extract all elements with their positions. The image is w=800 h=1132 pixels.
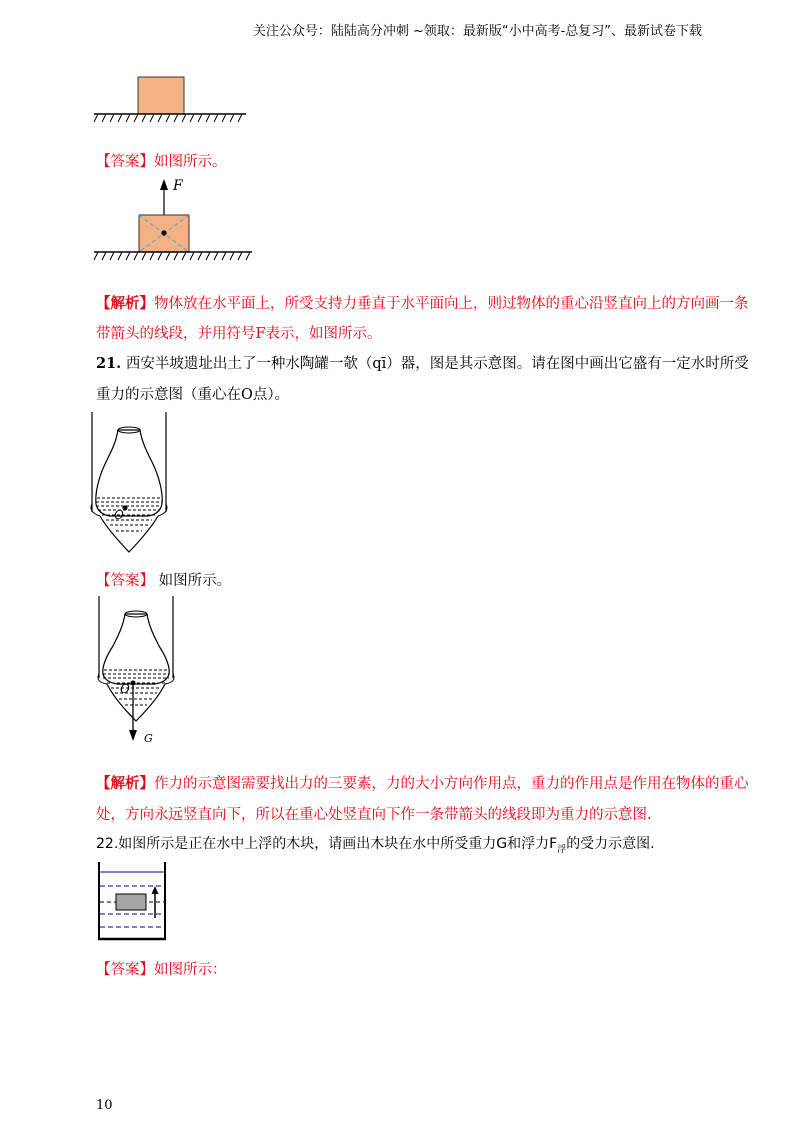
vessel-figure	[88, 412, 178, 557]
analysis-label: 【解析】	[96, 295, 154, 312]
force-f-label: F	[173, 178, 183, 194]
page-header: 关注公众号：陆陆高分冲刺 ~领取：最新版“小中高考-总复习”、最新试卷下载	[252, 24, 702, 39]
question-text-1a: 22.如图所示是正在水中上浮的木块，请画出木块在水中所受重力G和浮力F	[96, 836, 558, 852]
o-point-label: O	[114, 508, 124, 522]
gravity-g-label: G	[144, 732, 153, 745]
analysis-text-2: 处，方向永远竖直向下，所以在重心处竖直向下作一条带箭头的线段即为重力的示意图.	[96, 807, 652, 823]
answer-text: 如图所示。	[154, 154, 227, 170]
block-on-ground-figure	[94, 76, 254, 126]
answer-text: 如图所示：	[154, 962, 227, 978]
vessel-gravity-figure	[95, 596, 205, 746]
float-subscript: 浮	[557, 844, 567, 855]
question-text-2: 重力的示意图（重心在O点）。	[96, 387, 290, 403]
answer-label: 【答案】	[96, 573, 154, 589]
floating-block-figure	[97, 862, 177, 942]
page-number: 10	[96, 1098, 113, 1113]
answer-text: 如图所示。	[154, 573, 232, 589]
analysis-text-2: 带箭头的线段，并用符号F表示，如图所示。	[96, 326, 382, 342]
analysis-text-1: 作力的示意图需要找出力的三要素，力的大小方向作用点，重力的作用点是作用在物体的重心	[154, 776, 749, 792]
support-force-figure	[94, 175, 264, 270]
question-text-1: 西安半坡遗址出土了一种水陶罐一欹（qī）器，图是其示意图。请在图中画出它盛有一定水时所受	[125, 356, 749, 372]
analysis-label: 【解析】	[96, 775, 154, 792]
question-number: 21.	[96, 355, 122, 372]
answer-label: 【答案】	[96, 962, 154, 978]
analysis-text-1: 物体放在水平面上，所受支持力垂直于水平面向上，则过物体的重心沿竖直向上的方向画一条	[154, 296, 749, 312]
answer-label: 【答案】	[96, 154, 154, 170]
o-point-label: O	[120, 682, 130, 696]
question-text-1b: 的受力示意图.	[566, 836, 655, 852]
